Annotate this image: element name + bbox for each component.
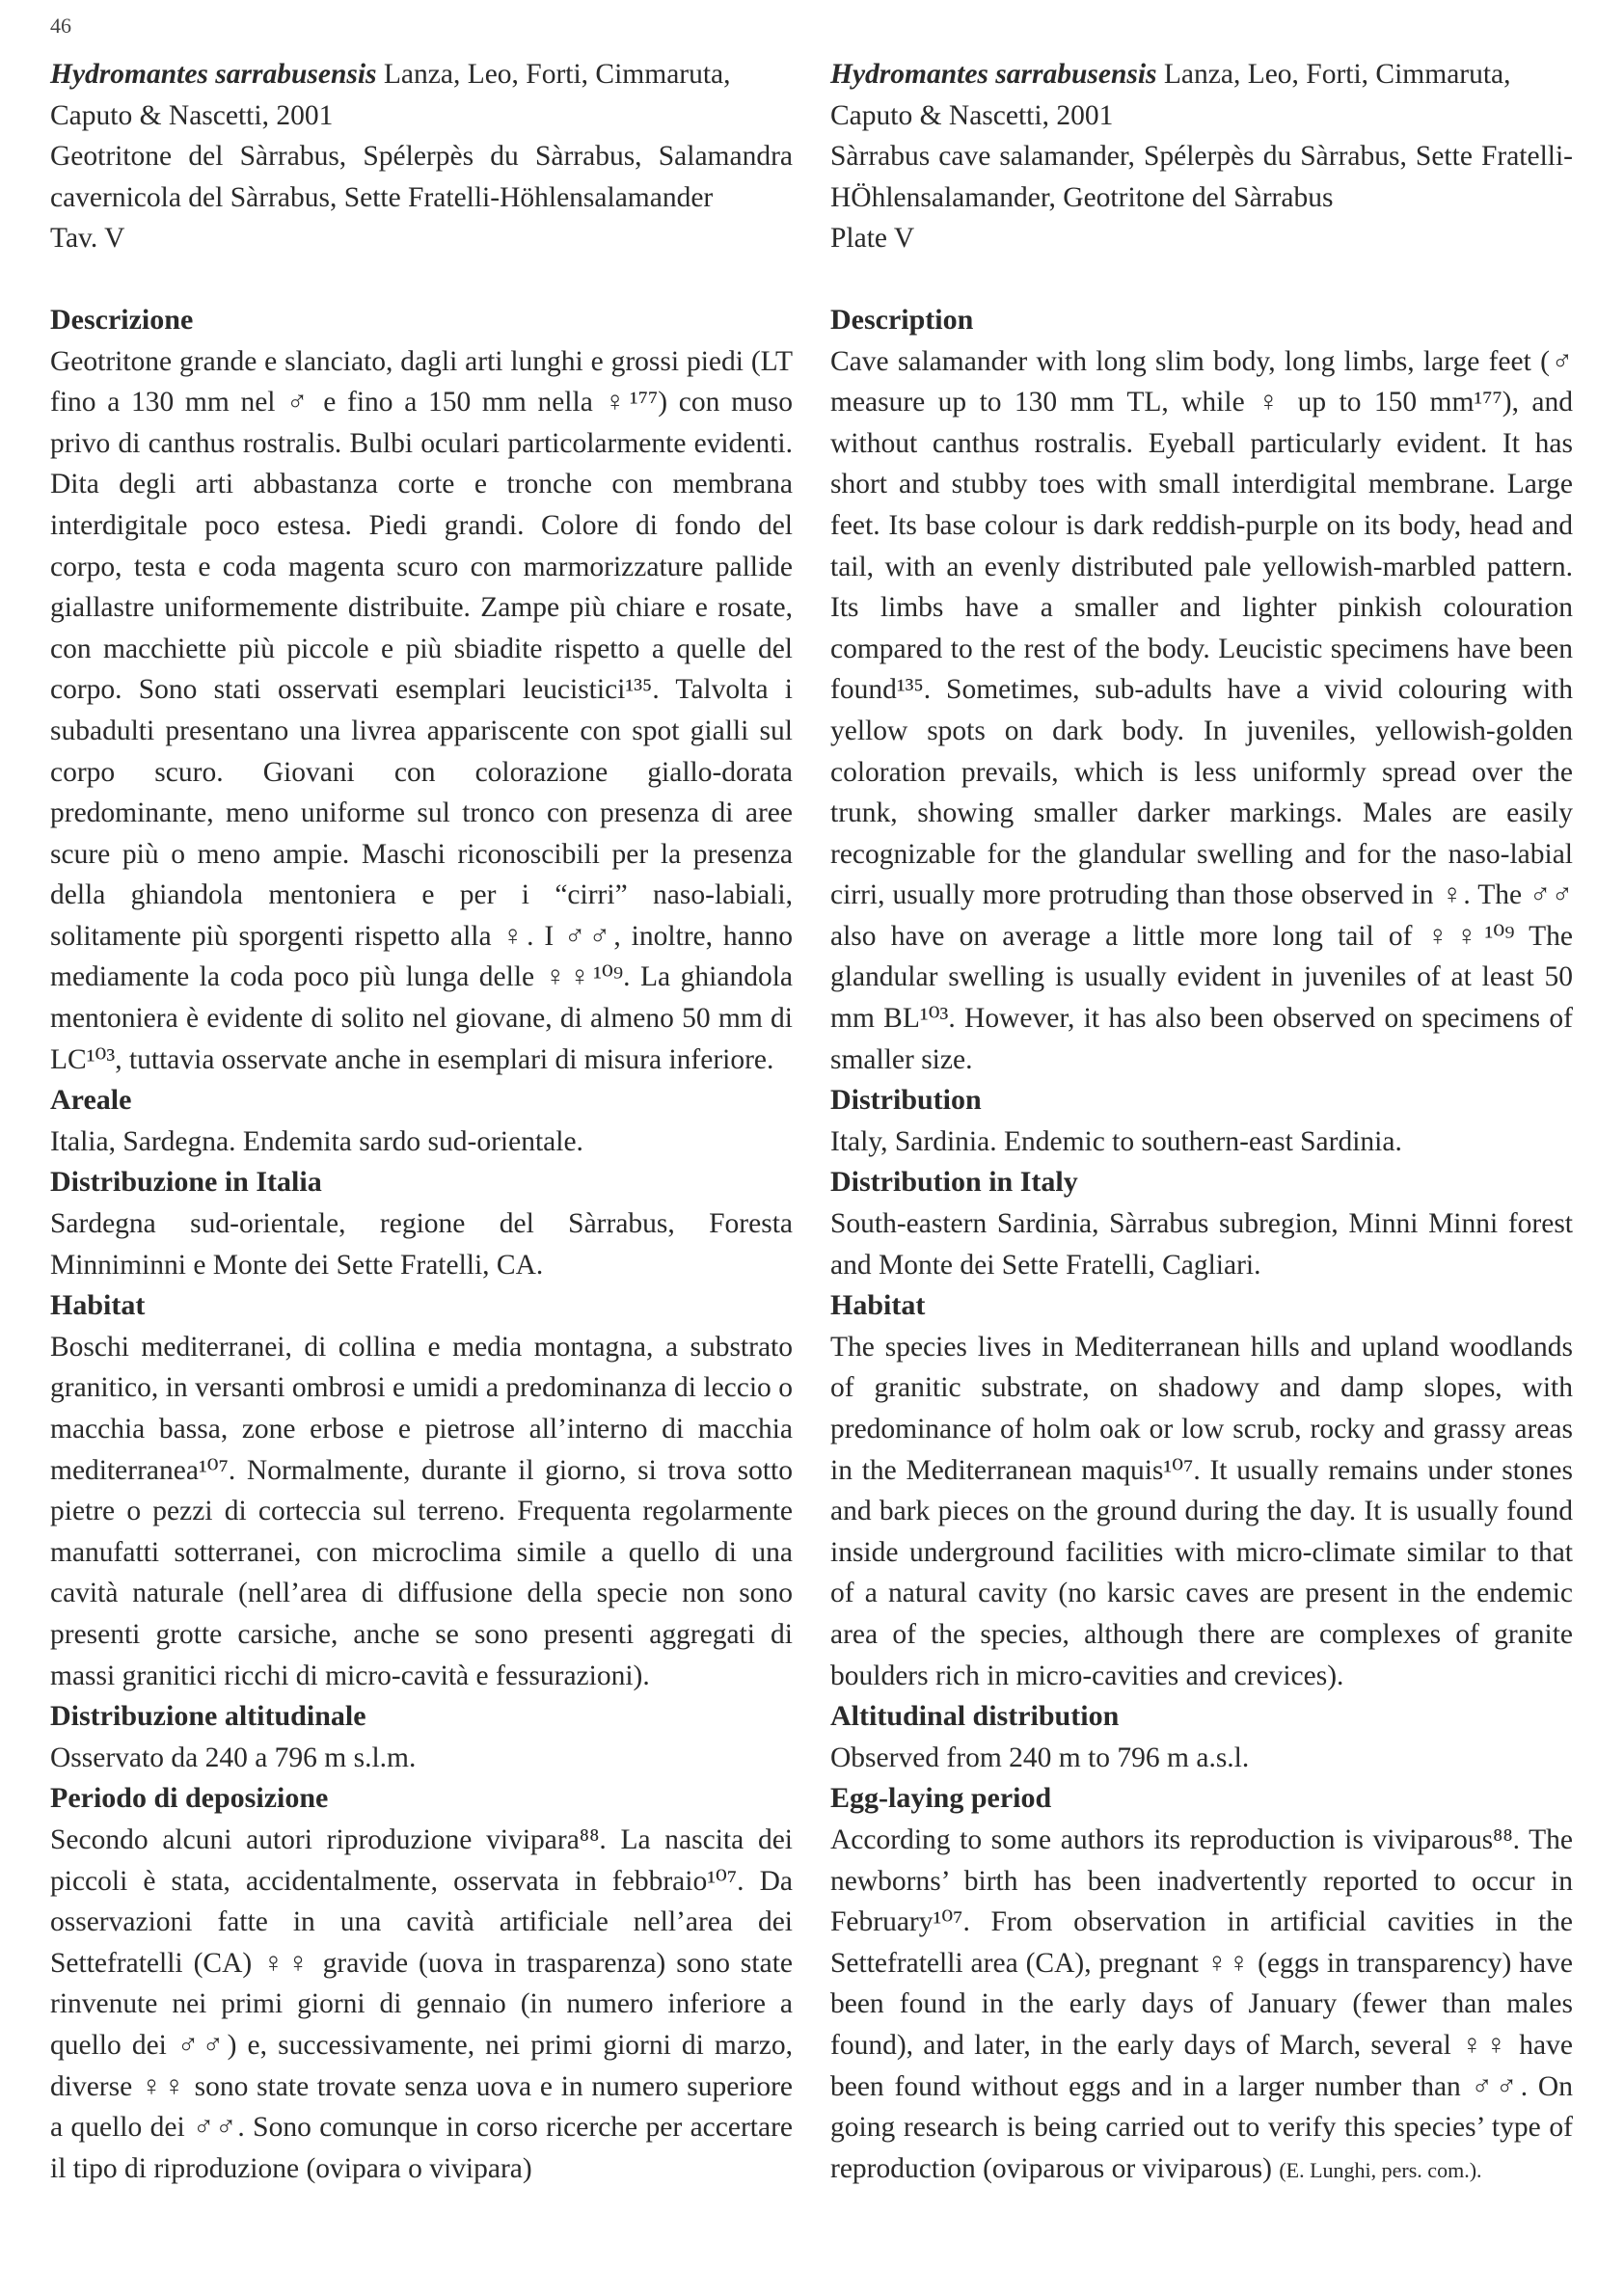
text-egg-laying-en: [830, 1820, 1573, 2191]
authors-it-2: Caputo & Nascetti, 2001: [50, 99, 334, 131]
section-distribution-it: [50, 1162, 793, 1285]
heading-distribution-italy-en: Distribution in Italy: [830, 1166, 1078, 1199]
heading-altitude-en: Altitudinal distribution: [830, 1700, 1120, 1733]
species-title-en: [830, 54, 1573, 95]
heading-distribution-it: Distribuzione in Italia: [50, 1166, 322, 1199]
authors-it-1: Lanza, Leo, Forti, Cimmaruta,: [376, 59, 731, 90]
page-number: 46: [50, 14, 71, 38]
heading-egg-laying-it: Periodo di deposizione: [50, 1782, 329, 1815]
text-egg-laying-it: Secondo alcuni autori riproduzione vivipara⁸⁸. La nascita dei piccoli è stata, accidentalmente, osservata in febbraio¹⁰⁷. Da osservazioni fatte in una cavità artificiale nell’area dei Settefratelli (CA) ♀♀ gravide (uova in trasparenza) sono state rinvenute nei primi giorni di gennaio (in numero inferiore a quello dei ♂♂) e, successivamente, nei primi giorni di marzo, diverse ♀♀ sono state trovate senza uova e in numero superiore a quello dei ♂♂. Sono comunque in corso ricerche per accertare il tipo di riproduzione (ovipara o vivipara): [50, 1823, 793, 2184]
species-header-it: [50, 54, 793, 259]
text-altitude-en: Observed from 240 m to 796 m a.s.l.: [830, 1742, 1250, 1773]
section-description-en: [830, 300, 1573, 1080]
section-habitat-it: [50, 1285, 793, 1696]
heading-habitat-it: Habitat: [50, 1289, 146, 1322]
egg-laying-body-en: According to some authors its reproduction is viviparous⁸⁸. The newborns’ birth has been inadvertently reported to occur in February¹⁰⁷. From observation in artificial cavities in the Settefratelli area (CA), pregnant ♀♀ (eggs in transparency) have been found in the early days of January (fewer than males found), and later, in the early days of March, several ♀♀ have been found without eggs and in a larger number than ♂♂. On going research is being carried out to verify this species’ type of reproduction (oviparous or viviparous): [830, 1823, 1573, 2184]
text-distribution-en: Italy, Sardinia. Endemic to southern-east Sardinia.: [830, 1125, 1402, 1157]
section-distribution-italy-en: [830, 1162, 1573, 1285]
heading-distribution-en: Distribution: [830, 1084, 982, 1117]
section-egg-laying-en: [830, 1778, 1573, 2191]
section-altitude-en: [830, 1696, 1573, 1778]
heading-altitude-it: Distribuzione altitudinale: [50, 1700, 366, 1733]
section-habitat-en: [830, 1285, 1573, 1696]
species-title-it: [50, 54, 793, 95]
heading-habitat-en: Habitat: [830, 1289, 926, 1322]
italian-column: [50, 54, 793, 2189]
text-description-it: Geotritone grande e slanciato, dagli arti lunghi e grossi piedi (LT fino a 130 mm nel ♂ e fino a 150 mm nella ♀¹⁷⁷) con muso privo di canthus rostralis. Bulbi oculari particolarmente evidenti. Dita degli arti abbastanza corte e tronche con membrana interdigitale poco estesa. Piedi grandi. Colore di fondo del corpo, testa e coda magenta scuro con marmorizzature pallide giallastre uniformemente distribuite. Zampe più chiare e rosate, con macchiette più piccole e più sbiadite rispetto a quelle del corpo. Sono stati osservati esemplari leucistici¹³⁵. Talvolta i subadulti presentano una livrea appariscente con spot gialli sul corpo scuro. Giovani con colorazione giallo-dorata predominante, meno uniforme sul tronco con presenza di aree scure più o meno ampie. Maschi riconoscibili per la presenza della ghiandola mentoniera e per i “cirri” naso-labiali, solitamente più sporgenti rispetto alla ♀. I ♂♂, inoltre, hanno mediamente la coda poco più lunga delle ♀♀¹⁰⁹. La ghiandola mentoniera è evidente di solito nel giovane, di almeno 50 mm di LC¹⁰³, tuttavia osservate anche in esemplari di misura inferiore.: [50, 345, 793, 1075]
english-column: [830, 54, 1573, 2191]
heading-areale-it: Areale: [50, 1084, 132, 1117]
scientific-name-en: Hydromantes sarrabusensis: [830, 59, 1157, 90]
section-areale-it: [50, 1080, 793, 1162]
text-description-en: Cave salamander with long slim body, long limbs, large feet (♂ measure up to 130 mm TL, while ♀ up to 150 mm¹⁷⁷), and without canthus rostralis. Eyeball particularly evident. It has short and stubby toes with small interdigital membrane. Large feet. Its base colour is dark reddish-purple on its body, head and tail, with an evenly distributed pale yellowish-marbled pattern. Its limbs have a smaller and lighter pinkish colouration compared to the rest of the body. Leucistic specimens have been found¹³⁵. Sometimes, sub-adults have a vivid colouring with yellow spots on dark body. In juveniles, yellowish-golden coloration prevails, which is less uniformly spread over the trunk, showing smaller darker markings. Males are easily recognizable for the glandular swelling and for the naso-labial cirri, usually more protruding than those observed in ♀. The ♂♂ also have on average a little more long tail of ♀♀¹⁰⁹ The glandular swelling is usually evident in juveniles of at least 50 mm BL¹⁰³. However, it has also been observed on specimens of smaller size.: [830, 345, 1573, 1075]
species-header-en: [830, 54, 1573, 259]
text-areale-it: Italia, Sardegna. Endemita sardo sud-orientale.: [50, 1125, 583, 1157]
section-description-it: [50, 300, 793, 1080]
heading-description-it: Descrizione: [50, 303, 194, 336]
text-distribution-italy-en: South-eastern Sardinia, Sàrrabus subregion, Minni Minni forest and Monte dei Sette Fratelli, Cagliari.: [830, 1208, 1573, 1281]
common-names-it: Geotritone del Sàrrabus, Spélerpès du Sàrrabus, Salamandra cavernicola del Sàrrabus, Sette Fratelli-Höhlensalamander: [50, 141, 793, 213]
text-altitude-it: Osservato da 240 a 796 m s.l.m.: [50, 1742, 417, 1773]
text-habitat-it: Boschi mediterranei, di collina e media montagna, a substrato granitico, in versanti ombrosi e umidi a predominanza di leccio o macchia bassa, zone erbose e pietrose all’interno di macchia mediterranea¹⁰⁷. Normalmente, durante il giorno, si trova sotto pietre o pezzi di corteccia sul terreno. Frequenta regolarmente manufatti sotterranei, con microclima simile a quello di una cavità naturale (nell’area di diffusione della specie non sono presenti grotte carsiche, anche se sono presenti aggregati di massi granitici ricchi di micro-cavità e fessurazioni).: [50, 1331, 793, 1691]
section-distribution-en: [830, 1080, 1573, 1162]
plate-it: Tav. V: [50, 223, 125, 255]
text-distribution-it: Sardegna sud-orientale, regione del Sàrrabus, Foresta Minniminni e Monte dei Sette Fratelli, CA.: [50, 1208, 793, 1281]
authors-en-1: Lanza, Leo, Forti, Cimmaruta,: [1156, 59, 1511, 90]
common-names-en: Sàrrabus cave salamander, Spélerpès du Sàrrabus, Sette Fratelli-HÖhlensalamander, Geotritone del Sàrrabus: [830, 141, 1573, 213]
authors-en-2: Caputo & Nascetti, 2001: [830, 99, 1114, 131]
heading-egg-laying-en: Egg-laying period: [830, 1782, 1052, 1815]
scientific-name-it: Hydromantes sarrabusensis: [50, 59, 377, 90]
plate-en: Plate V: [830, 223, 915, 255]
section-egg-laying-it: [50, 1778, 793, 2189]
section-altitude-it: [50, 1696, 793, 1778]
heading-description-en: Description: [830, 303, 974, 336]
text-habitat-en: The species lives in Mediterranean hills and upland woodlands of granitic substrate, on shadowy and damp slopes, with predominance of holm oak or low scrub, rocky and grassy areas in the Mediterranean maquis¹⁰⁷. It usually remains under stones and bark pieces on the ground during the day. It is usually found inside underground facilities with micro-climate similar to that of a natural cavity (no karsic caves are present in the endemic area of the species, although there are complexes of granite boulders rich in micro-cavities and crevices).: [830, 1331, 1573, 1691]
personal-communication-credit: (E. Lunghi, pers. com.).: [1279, 2157, 1482, 2182]
